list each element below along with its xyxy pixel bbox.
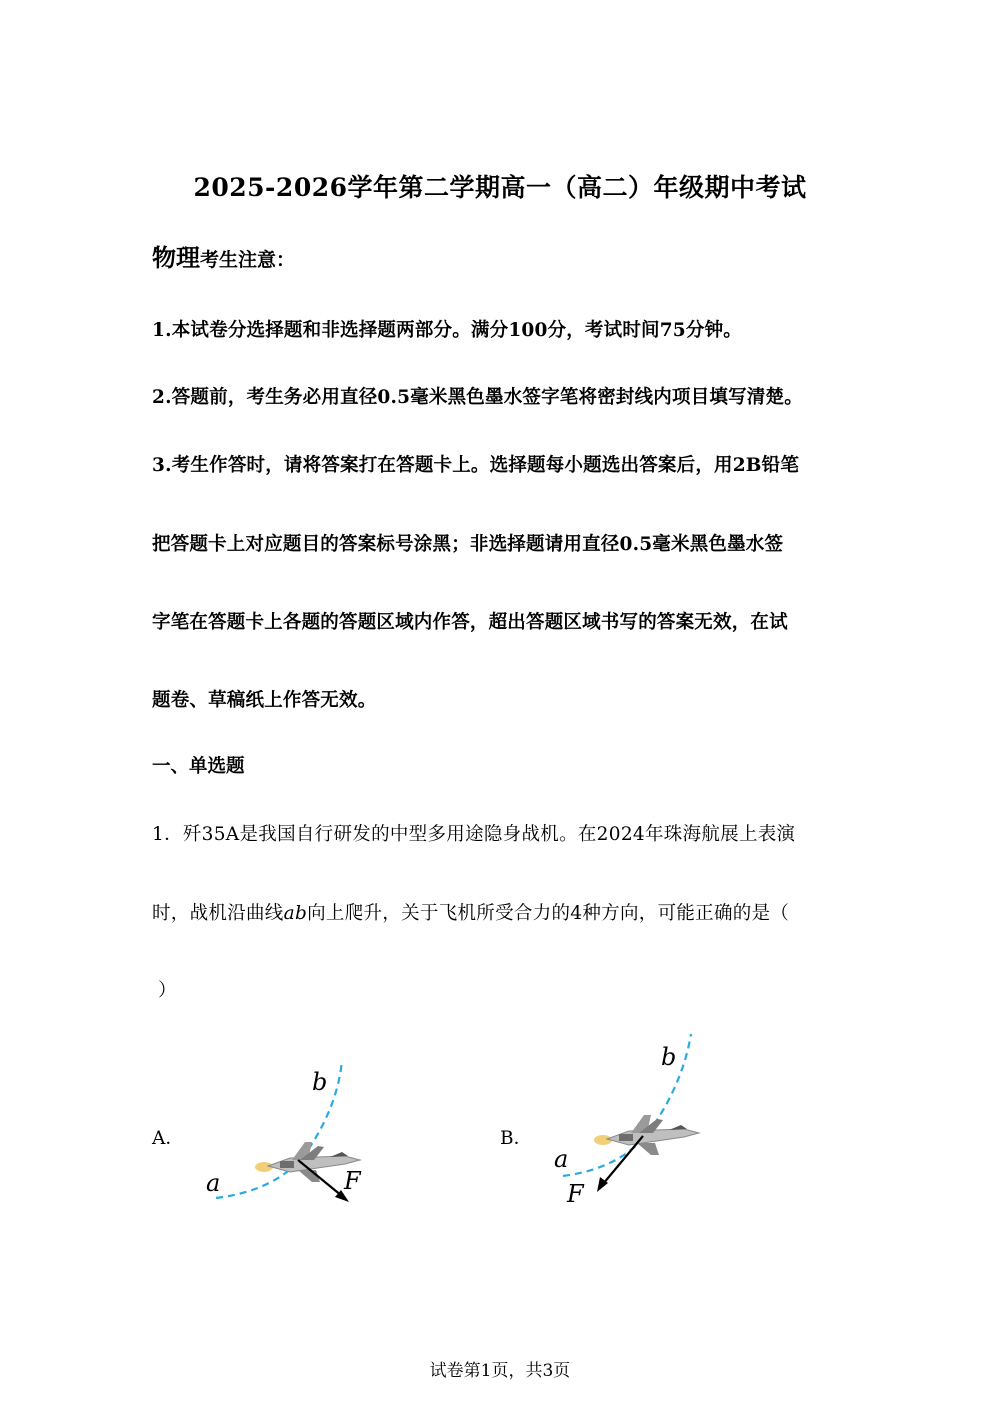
jet-icon bbox=[594, 1115, 699, 1155]
option-a-figure[interactable] bbox=[190, 1050, 390, 1220]
subject-name: 物理 bbox=[152, 244, 200, 272]
question-1-line-1: 1．歼35A是我国自行研发的中型多用途隐身战机。在2024年珠海航展上表演 bbox=[152, 824, 796, 845]
page-footer: 试卷第1页，共3页 bbox=[429, 1361, 571, 1381]
curve-name: ab bbox=[283, 903, 308, 924]
notice-item: 题卷、草稿纸上作答无效。 bbox=[152, 690, 377, 711]
notice-item: 2.答题前，考生务必用直径0.5毫米黑色墨水签字笔将密封线内项目填写清楚。 bbox=[152, 387, 803, 408]
notice-item: 把答题卡上对应题目的答案标号涂黑；非选择题请用直径0.5毫米黑色墨水签 bbox=[152, 534, 784, 555]
notice-item: 3.考生作答时，请将答案打在答题卡上。选择题每小题选出答案后，用2B铅笔 bbox=[152, 455, 800, 476]
subject-line bbox=[152, 238, 295, 273]
notice-item: 字笔在答题卡上各题的答题区域内作答，超出答题区域书写的答案无效，在试 bbox=[152, 612, 788, 633]
notice-heading: 考生注意： bbox=[200, 249, 296, 271]
section-title: 一、单选题 bbox=[152, 756, 245, 777]
question-1-text: 向上爬升，关于飞机所受合力的4种方向，可能正确的是（ bbox=[307, 903, 790, 924]
question-1-text: 时，战机沿曲线 bbox=[152, 903, 284, 924]
force-label: F bbox=[344, 1167, 361, 1195]
question-1-line-2 bbox=[152, 899, 789, 925]
notice-item: 1.本试卷分选择题和非选择题两部分。满分100分，考试时间75分钟。 bbox=[152, 320, 742, 341]
curve-end-label: b bbox=[312, 1068, 328, 1096]
exam-title: 2025-2026学年第二学期高一（高二）年级期中考试 bbox=[193, 173, 807, 202]
force-label: F bbox=[567, 1180, 584, 1208]
option-b-figure[interactable] bbox=[545, 1030, 725, 1210]
question-1-line-3: ） bbox=[158, 980, 177, 1001]
option-a-label[interactable]: A． bbox=[152, 1128, 184, 1149]
curve-start-label: a bbox=[206, 1169, 221, 1197]
curve-start-label: a bbox=[554, 1145, 569, 1173]
option-b-label[interactable]: B． bbox=[500, 1128, 533, 1149]
curve-end-label: b bbox=[661, 1043, 677, 1071]
